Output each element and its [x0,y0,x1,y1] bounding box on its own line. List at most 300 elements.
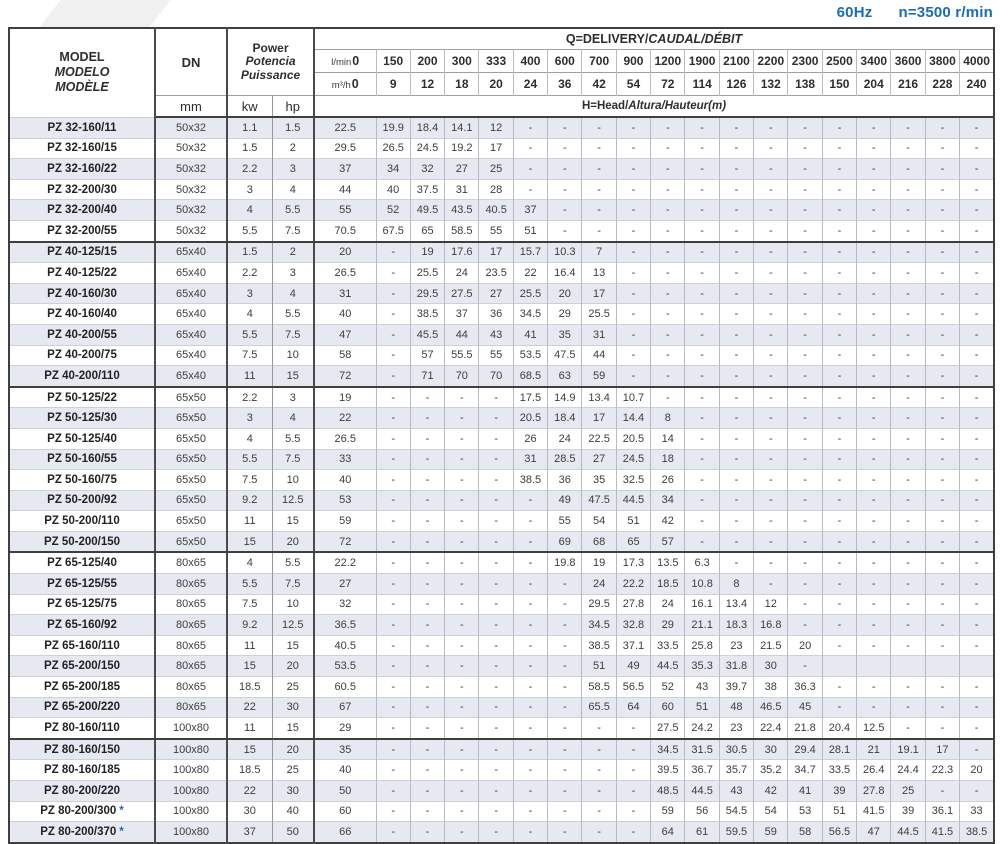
model-cell [9,656,155,677]
head-cell: 16.8 [754,615,788,636]
head-cell: 48.5 [651,781,685,802]
asterisk-marker: * [119,825,124,838]
pump-performance-table [8,27,995,844]
head-cell: 21 [857,739,891,760]
head-cell: - [822,220,856,241]
head-cell: - [719,283,753,304]
dn-cell: 100x80 [155,781,227,802]
model-cell [9,635,155,656]
head-cell: 22 [513,263,547,284]
model-cell [9,179,155,200]
head-cell: 68.5 [513,366,547,387]
head-cell: - [925,697,959,718]
head-cell: 29 [314,718,376,739]
model-cell [9,511,155,532]
head-cell: 45.5 [410,324,444,345]
head-cell: 59 [314,511,376,532]
head-cell: - [651,263,685,284]
dn-cell: 80x65 [155,594,227,615]
head-cell: 49.5 [410,200,444,221]
head-cell: - [857,490,891,511]
hp-cell: 3 [272,263,314,284]
model-column-header [9,28,155,117]
head-cell: - [925,635,959,656]
head-cell: - [891,138,925,159]
head-cell: - [891,387,925,408]
head-cell: 72 [314,366,376,387]
flow-value-header: 2100 [719,50,753,73]
head-cell: 51 [685,697,719,718]
delivery-title-prefix: Q=DELIVERY/ [565,32,649,46]
head-cell: - [548,200,582,221]
head-cell: - [685,200,719,221]
head-cell: - [616,263,650,284]
head-cell: - [719,490,753,511]
hp-cell: 20 [272,656,314,677]
head-cell: 66 [314,822,376,843]
head-cell: - [685,179,719,200]
dn-cell: 100x80 [155,739,227,760]
head-cell: - [410,574,444,595]
dn-column-header: DN [155,28,227,96]
head-cell: - [960,781,994,802]
head-cell: 12.5 [857,718,891,739]
hp-cell: 1.5 [272,117,314,138]
hp-cell: 7.5 [272,574,314,595]
power-header-line: Potencia [245,54,296,69]
flow-value-header: 400 [513,50,547,73]
head-cell: - [788,656,822,677]
dn-cell: 65x50 [155,428,227,449]
head-cell: - [582,200,616,221]
head-cell: 54.5 [719,801,753,822]
model-name: PZ 32-200/30 [47,183,117,196]
head-cell: - [513,511,547,532]
head-cell: - [822,677,856,698]
head-cell: - [925,159,959,180]
hp-cell: 12.5 [272,615,314,636]
head-cell: 60 [651,697,685,718]
head-cell: 58.5 [582,677,616,698]
head-cell: - [513,781,547,802]
head-cell: - [719,366,753,387]
head-cell: 31.8 [719,656,753,677]
kw-cell: 30 [227,801,272,822]
head-cell: - [822,490,856,511]
head-cell: - [513,574,547,595]
head-cell: - [376,490,410,511]
model-name: PZ 50-200/110 [44,515,120,528]
head-cell: - [857,594,891,615]
head-cell: - [822,408,856,429]
head-cell: - [548,220,582,241]
model-cell [9,159,155,180]
head-cell: - [376,697,410,718]
head-cell: - [891,304,925,325]
head-cell: 57 [651,531,685,552]
head-cell: - [788,615,822,636]
operating-conditions [837,4,993,21]
head-cell: 44.5 [651,656,685,677]
header-row-q-title [9,28,994,50]
head-cell: 13.5 [651,552,685,573]
head-cell: - [822,552,856,573]
head-cell: 28 [479,179,513,200]
head-cell: 43 [685,677,719,698]
head-cell: - [479,449,513,470]
head-cell: 39.5 [651,760,685,781]
head-cell: - [445,552,479,573]
kw-cell: 9.2 [227,615,272,636]
head-cell: - [754,428,788,449]
head-cell: - [960,138,994,159]
head-cell: 43 [479,324,513,345]
head-cell: - [788,511,822,532]
head-cell: 45 [788,697,822,718]
head-cell: 18.4 [410,117,444,138]
hp-cell: 12.5 [272,490,314,511]
head-cell: - [376,677,410,698]
head-cell: - [410,449,444,470]
model-name: PZ 80-160/150 [43,743,121,756]
head-cell: - [822,200,856,221]
head-cell: 21.8 [788,718,822,739]
head-cell: - [754,366,788,387]
head-cell: 68 [582,531,616,552]
head-cell: - [410,739,444,760]
head-cell: - [822,531,856,552]
model-cell [9,677,155,698]
hp-cell: 10 [272,470,314,491]
head-cell: 13.4 [582,387,616,408]
head-cell: 27 [479,283,513,304]
head-cell: 51 [822,801,856,822]
head-cell: 30 [754,656,788,677]
head-cell: 55 [314,200,376,221]
head-cell: 31.5 [685,739,719,760]
head-cell: - [410,511,444,532]
table-row [9,408,994,429]
head-cell: 38 [754,677,788,698]
model-cell [9,781,155,802]
head-cell: 44.5 [685,781,719,802]
head-cell: 34.5 [582,615,616,636]
head-cell: 58.5 [445,220,479,241]
head-cell: 24.5 [616,449,650,470]
head-cell: - [960,739,994,760]
flow-value-header: 42 [582,73,616,96]
dn-cell: 65x40 [155,366,227,387]
head-cell: 28.5 [548,449,582,470]
head-cell: 24 [651,594,685,615]
model-name: PZ 65-200/185 [43,680,121,693]
kw-cell: 15 [227,739,272,760]
flow-value-header: 72 [651,73,685,96]
head-cell: - [719,304,753,325]
head-cell: - [857,117,891,138]
head-cell: - [410,760,444,781]
head-cell: 17 [582,283,616,304]
head-cell: - [548,718,582,739]
head-cell: - [616,200,650,221]
head-cell: - [891,697,925,718]
hp-cell: 20 [272,531,314,552]
head-cell: - [925,324,959,345]
head-cell: 40.5 [479,200,513,221]
head-cell: - [754,117,788,138]
model-cell [9,594,155,615]
table-row [9,615,994,636]
head-cell: - [788,531,822,552]
head-cell: 59 [651,801,685,822]
flow-zero-header [314,73,376,96]
model-cell [9,552,155,573]
head-cell: - [582,179,616,200]
head-cell: - [960,552,994,573]
head-cell: - [960,531,994,552]
head-cell: 27 [445,159,479,180]
table-body [9,117,994,843]
head-cell: - [891,615,925,636]
head-cell: 36.3 [788,677,822,698]
flow-value-header: 216 [891,73,925,96]
head-cell: - [445,718,479,739]
head-cell: 40 [314,470,376,491]
flow-value-header: 150 [376,50,410,73]
hp-cell: 4 [272,283,314,304]
head-cell: - [719,179,753,200]
head-cell: 51 [513,220,547,241]
head-cell: - [685,531,719,552]
head-cell: - [822,179,856,200]
head-cell: - [925,242,959,263]
head-cell: 26.5 [314,428,376,449]
head-cell: - [788,408,822,429]
head-cell: 6.3 [685,552,719,573]
head-cell: 18.4 [548,408,582,429]
head-cell: - [822,304,856,325]
head-cell: - [685,408,719,429]
head-cell: - [651,220,685,241]
head-cell: 25 [479,159,513,180]
head-cell: - [445,428,479,449]
head-cell: 20 [960,760,994,781]
head-cell: - [651,345,685,366]
table-row [9,428,994,449]
kw-cell: 7.5 [227,345,272,366]
head-cell: - [788,242,822,263]
head-cell: - [925,470,959,491]
table-row [9,200,994,221]
head-cell: - [445,739,479,760]
head-cell: - [857,677,891,698]
head-cell: - [754,552,788,573]
head-cell: - [513,697,547,718]
head-cell: 20 [314,242,376,263]
head-cell: 17.6 [445,242,479,263]
head-cell: 34 [376,159,410,180]
head-cell: - [754,531,788,552]
head-cell: - [857,511,891,532]
head-cell: 37.1 [616,635,650,656]
head-cell: - [376,760,410,781]
model-name: PZ 65-125/55 [47,577,117,590]
head-cell: - [376,552,410,573]
table-row [9,449,994,470]
hp-cell: 4 [272,408,314,429]
model-name: PZ 80-160/185 [43,764,121,777]
head-cell: - [513,718,547,739]
head-cell: 19.2 [445,138,479,159]
head-cell: - [925,718,959,739]
hp-cell: 25 [272,760,314,781]
dn-cell: 100x80 [155,801,227,822]
head-cell: - [925,117,959,138]
flow-value-header: 126 [719,73,753,96]
model-cell [9,822,155,843]
head-cell: - [548,594,582,615]
head-cell: 67.5 [376,220,410,241]
head-cell: - [925,781,959,802]
kw-cell: 3 [227,408,272,429]
head-cell: - [788,263,822,284]
head-cell: - [445,635,479,656]
head-cell: 64 [651,822,685,843]
head-cell: - [513,739,547,760]
head-cell: 10.3 [548,242,582,263]
flow-value-header: 2500 [822,50,856,73]
head-cell: - [513,635,547,656]
hp-cell: 5.5 [272,304,314,325]
head-cell: - [754,345,788,366]
head-cell: - [513,760,547,781]
head-cell: - [960,304,994,325]
head-cell: - [479,718,513,739]
model-name: PZ 50-200/150 [43,535,121,548]
head-cell: 16.4 [548,263,582,284]
head-cell: - [960,220,994,241]
head-cell: 53.5 [513,345,547,366]
head-cell: 38.5 [513,470,547,491]
flow-zero-value: 0 [351,77,359,91]
head-cell: - [376,822,410,843]
header-row-units [9,96,994,118]
head-cell: - [513,801,547,822]
head-cell: - [651,159,685,180]
head-cell: - [376,366,410,387]
head-cell: 37 [445,304,479,325]
head-cell: 25.5 [410,263,444,284]
table-row [9,822,994,843]
head-cell: - [822,470,856,491]
head-cell: - [582,138,616,159]
head-cell: 53.5 [314,656,376,677]
table-row [9,552,994,573]
head-cell: - [788,324,822,345]
head-cell: - [376,511,410,532]
hp-cell: 10 [272,345,314,366]
head-cell: 46.5 [754,697,788,718]
head-cell: 7 [582,242,616,263]
head-cell: - [857,697,891,718]
head-cell: - [651,179,685,200]
delivery-title [314,28,994,50]
m3h-unit-label: m³/h [331,80,351,91]
head-cell: - [891,345,925,366]
head-cell: - [479,677,513,698]
dn-cell: 65x40 [155,283,227,304]
head-cell: - [685,345,719,366]
head-cell: - [960,117,994,138]
head-cell: 55 [479,345,513,366]
kw-cell: 11 [227,366,272,387]
table-row [9,635,994,656]
head-cell: - [788,345,822,366]
head-cell: 22.2 [616,574,650,595]
head-cell: - [445,470,479,491]
head-cell: 47.5 [548,345,582,366]
head-cell: 13 [582,263,616,284]
head-cell: 19.9 [376,117,410,138]
head-cell: - [651,200,685,221]
hp-cell: 3 [272,159,314,180]
model-name: PZ 65-160/92 [47,619,117,632]
head-cell: - [822,324,856,345]
head-cell: - [616,781,650,802]
head-cell: - [822,159,856,180]
head-cell: - [582,117,616,138]
head-cell: 47 [857,822,891,843]
head-cell: - [548,159,582,180]
model-cell [9,697,155,718]
head-cell: - [582,718,616,739]
table-row [9,656,994,677]
head-cell: - [788,552,822,573]
head-cell: - [513,138,547,159]
head-cell: - [410,408,444,429]
power-header-line: Puissance [240,67,301,82]
head-cell: 22 [314,408,376,429]
head-cell: - [410,677,444,698]
head-cell: - [788,304,822,325]
head-cell: - [376,594,410,615]
head-cell: - [788,449,822,470]
head-cell: - [925,220,959,241]
head-cell: - [651,117,685,138]
model-name: PZ 32-160/22 [47,162,117,175]
head-cell: 44 [314,179,376,200]
head-cell: - [891,366,925,387]
head-cell: 56 [685,801,719,822]
head-cell: - [479,801,513,822]
head-cell: 54 [754,801,788,822]
table-row [9,781,994,802]
table-row [9,677,994,698]
table-row [9,490,994,511]
head-cell: - [513,656,547,677]
kw-cell: 5.5 [227,574,272,595]
head-cell: - [925,345,959,366]
head-cell: - [891,220,925,241]
head-cell: 30.5 [719,739,753,760]
head-cell: - [719,220,753,241]
flow-value-header: 24 [513,73,547,96]
head-cell: - [960,697,994,718]
kw-cell: 2.2 [227,263,272,284]
dn-cell: 65x40 [155,304,227,325]
head-cell: 64 [616,697,650,718]
model-cell [9,615,155,636]
